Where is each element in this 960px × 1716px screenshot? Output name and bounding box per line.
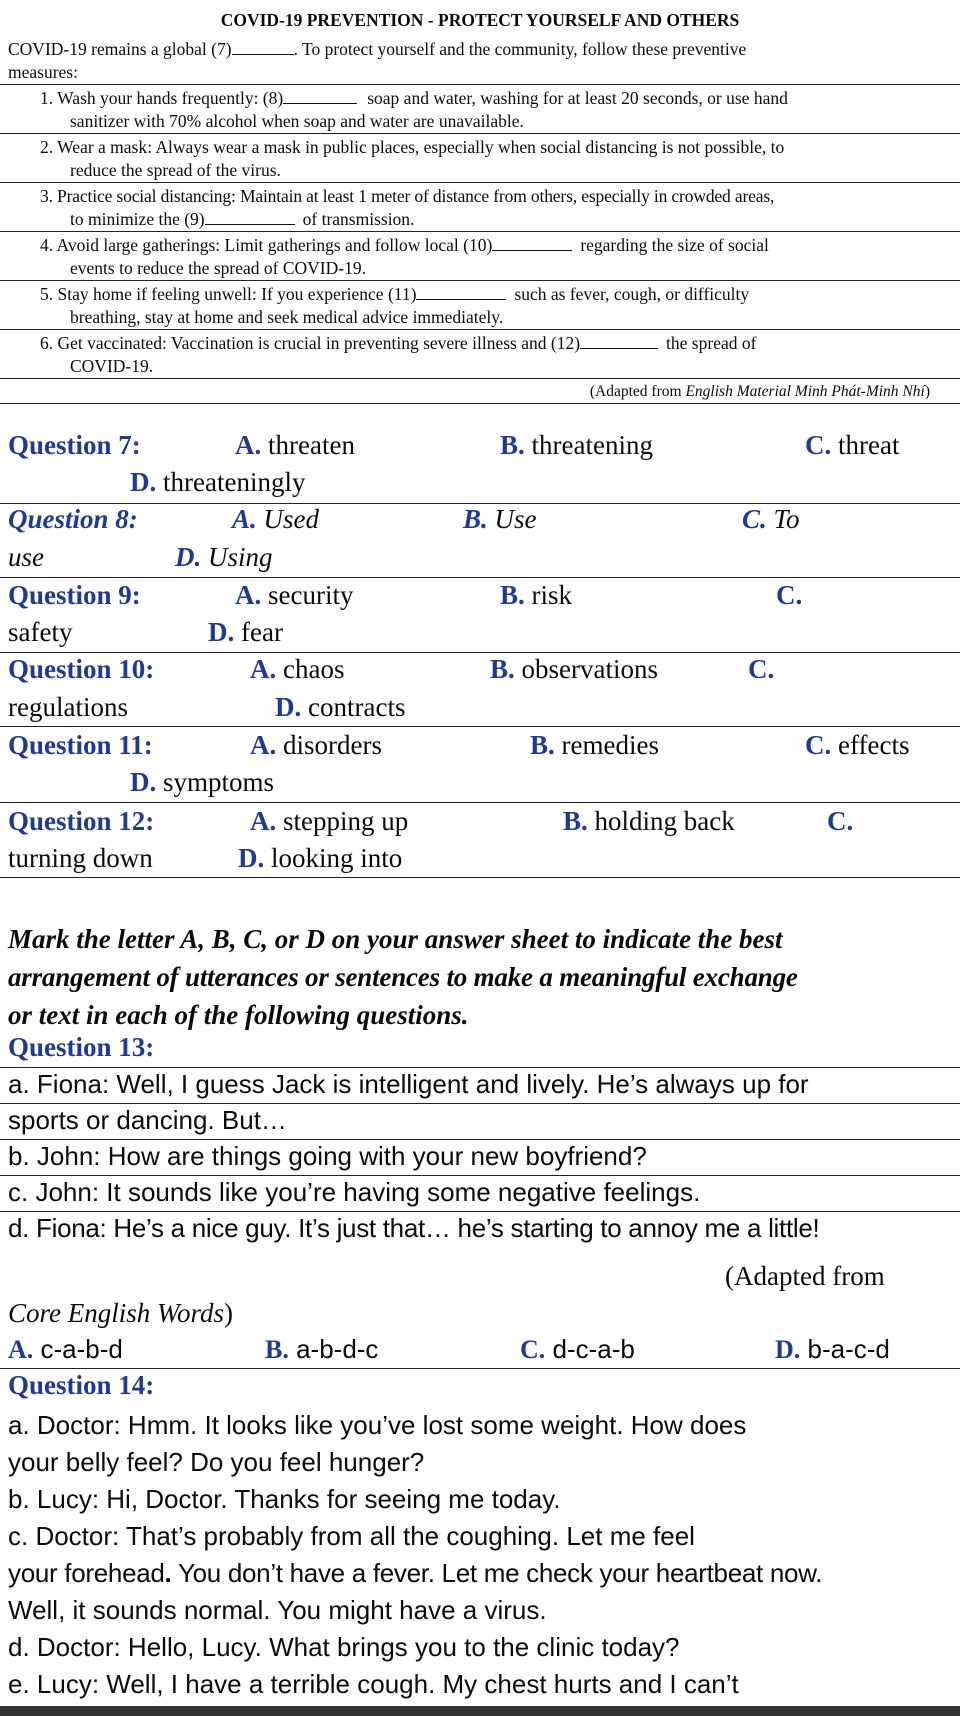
passage-title: COVID-19 PREVENTION - PROTECT YOURSELF AND OTHERS bbox=[220, 10, 740, 30]
question-9-label: Question 9: bbox=[8, 580, 141, 610]
blank-10 bbox=[492, 236, 572, 251]
q14-utterance-e: e. Lucy: Well, I have a terrible cough. My chest hurts and I can’t bbox=[8, 1669, 739, 1699]
q10-option-b[interactable]: B. observations bbox=[490, 654, 658, 684]
q13-utterance-a-line-2: sports or dancing. But… bbox=[8, 1105, 287, 1135]
q10-option-c[interactable]: C. bbox=[748, 654, 775, 684]
blank-12 bbox=[580, 334, 658, 349]
rule bbox=[0, 577, 960, 578]
passage-item-5-line-2: breathing, stay at home and seek medical advice immediately. bbox=[70, 307, 504, 327]
q9-option-c-continued: safety bbox=[8, 617, 73, 647]
q13-option-a[interactable]: A. c-a-b-d bbox=[8, 1334, 123, 1364]
q12-option-a[interactable]: A. stepping up bbox=[250, 806, 409, 836]
passage-item-1-line-1: 1. Wash your hands frequently: (8) soap and water, washing for at least 20 seconds, or use hand bbox=[40, 88, 788, 108]
q13-option-d[interactable]: D. b-a-c-d bbox=[775, 1334, 890, 1364]
blank-7 bbox=[232, 40, 294, 55]
rule bbox=[0, 329, 960, 330]
rule bbox=[0, 231, 960, 232]
bottom-bar bbox=[0, 1706, 960, 1716]
q14-utterance-c-line-1: c. Doctor: That’s probably from all the coughing. Let me feel bbox=[8, 1521, 695, 1551]
passage-item-5-line-1: 5. Stay home if feeling unwell: If you experience (11) such as fever, cough, or difficulty bbox=[40, 284, 750, 304]
q7-option-b[interactable]: B. threatening bbox=[500, 430, 653, 460]
q9-option-c[interactable]: C. bbox=[776, 580, 803, 610]
passage-intro-line-1: COVID-19 remains a global (7) . To protect yourself and the community, follow these preventive bbox=[8, 39, 747, 59]
q8-option-d[interactable]: D. Using bbox=[175, 542, 273, 572]
passage-item-4-line-2: events to reduce the spread of COVID-19. bbox=[70, 258, 366, 278]
passage-item-3-line-1: 3. Practice social distancing: Maintain at least 1 meter of distance from others, especially in crowded areas, bbox=[40, 186, 775, 206]
instruction-line-2: arrangement of utterances or sentences to make a meaningful exchange bbox=[8, 962, 798, 992]
rule bbox=[0, 403, 960, 404]
q13-utterance-c: c. John: It sounds like you’re having some negative feelings. bbox=[8, 1177, 701, 1207]
q11-option-c[interactable]: C. effects bbox=[805, 730, 910, 760]
rule bbox=[0, 84, 960, 85]
question-8-label: Question 8: bbox=[8, 504, 138, 534]
passage-item-4-line-1: 4. Avoid large gatherings: Limit gatherings and follow local (10) regarding the size of social bbox=[40, 235, 769, 255]
rule bbox=[0, 378, 960, 379]
blank-8 bbox=[283, 89, 357, 104]
passage-item-2-line-2: reduce the spread of the virus. bbox=[70, 160, 281, 180]
question-11-label: Question 11: bbox=[8, 730, 153, 760]
passage-item-6-line-2: COVID-19. bbox=[70, 356, 154, 376]
rule bbox=[0, 802, 960, 803]
q13-utterance-a-line-1: a. Fiona: Well, I guess Jack is intelligent and lively. He’s always up for bbox=[8, 1069, 809, 1099]
q9-option-b[interactable]: B. risk bbox=[500, 580, 573, 610]
q14-utterance-a-line-2: your belly feel? Do you feel hunger? bbox=[8, 1447, 425, 1477]
q14-utterance-d: d. Doctor: Hello, Lucy. What brings you to the clinic today? bbox=[8, 1632, 680, 1662]
q7-option-d[interactable]: D. threateningly bbox=[130, 467, 306, 497]
passage-item-1-line-2: sanitizer with 70% alcohol when soap and water are unavailable. bbox=[70, 111, 524, 131]
q14-utterance-b: b. Lucy: Hi, Doctor. Thanks for seeing me today. bbox=[8, 1484, 561, 1514]
rule bbox=[0, 280, 960, 281]
q12-option-b[interactable]: B. holding back bbox=[563, 806, 735, 836]
question-13-label: Question 13: bbox=[8, 1032, 155, 1062]
question-10-label: Question 10: bbox=[8, 654, 155, 684]
q9-option-a[interactable]: A. security bbox=[235, 580, 354, 610]
q10-option-a[interactable]: A. chaos bbox=[250, 654, 345, 684]
passage-intro-line-2: measures: bbox=[8, 62, 78, 82]
blank-11 bbox=[416, 285, 506, 300]
question-12-label: Question 12: bbox=[8, 806, 155, 836]
q12-option-c[interactable]: C. bbox=[827, 806, 854, 836]
q10-option-c-continued: regulations bbox=[8, 692, 128, 722]
q11-option-a[interactable]: A. disorders bbox=[250, 730, 382, 760]
passage-item-2-line-1: 2. Wear a mask: Always wear a mask in public places, especially when social distancing is not possible, to bbox=[40, 137, 785, 157]
q12-option-d[interactable]: D. looking into bbox=[238, 843, 403, 873]
q13-utterance-b: b. John: How are things going with your new boyfriend? bbox=[8, 1141, 647, 1171]
passage-item-3-line-2: to minimize the (9) of transmission. bbox=[70, 209, 415, 229]
instruction-line-1: Mark the letter A, B, C, or D on your answer sheet to indicate the best bbox=[8, 924, 783, 954]
q13-utterance-d: d. Fiona: He’s a nice guy. It’s just that… he’s starting to annoy me a little! bbox=[8, 1213, 820, 1243]
passage-item-6-line-1: 6. Get vaccinated: Vaccination is crucial in preventing severe illness and (12) the spread of bbox=[40, 333, 757, 353]
q14-utterance-c-line-3: Well, it sounds normal. You might have a virus. bbox=[8, 1595, 547, 1625]
q13-source: Core English Words) bbox=[8, 1298, 234, 1328]
rule bbox=[0, 877, 960, 878]
rule bbox=[0, 182, 960, 183]
q13-option-c[interactable]: C. d-c-a-b bbox=[520, 1334, 635, 1364]
rule bbox=[0, 133, 960, 134]
q14-utterance-a-line-1: a. Doctor: Hmm. It looks like you’ve lost some weight. How does bbox=[8, 1410, 747, 1440]
q11-option-b[interactable]: B. remedies bbox=[530, 730, 659, 760]
q7-option-c[interactable]: C. threat bbox=[805, 430, 900, 460]
q8-option-c[interactable]: C. To bbox=[742, 504, 800, 534]
q10-option-d[interactable]: D. contracts bbox=[275, 692, 406, 722]
rule bbox=[0, 726, 960, 727]
q7-option-a[interactable]: A. threaten bbox=[235, 430, 355, 460]
q8-option-b[interactable]: B. Use bbox=[463, 504, 537, 534]
q8-option-c-continued: use bbox=[8, 542, 44, 572]
q13-source-prefix: (Adapted from bbox=[725, 1261, 885, 1291]
instruction-line-3: or text in each of the following questions. bbox=[8, 1000, 469, 1030]
blank-9 bbox=[205, 210, 295, 225]
q11-option-d[interactable]: D. symptoms bbox=[130, 767, 275, 797]
q9-option-d[interactable]: D. fear bbox=[208, 617, 283, 647]
question-14-label: Question 14: bbox=[8, 1370, 155, 1400]
q14-utterance-c-line-2: your forehead. You don’t have a fever. Let me check your heartbeat now. bbox=[8, 1558, 823, 1588]
passage-source: (Adapted from English Material Minh Phát-Minh Nhí) bbox=[589, 383, 930, 400]
q12-option-c-continued: turning down bbox=[8, 843, 153, 873]
question-7-label: Question 7: bbox=[8, 430, 141, 460]
q13-option-b[interactable]: B. a-b-d-c bbox=[265, 1334, 379, 1364]
q8-option-a[interactable]: A. Used bbox=[232, 504, 320, 534]
